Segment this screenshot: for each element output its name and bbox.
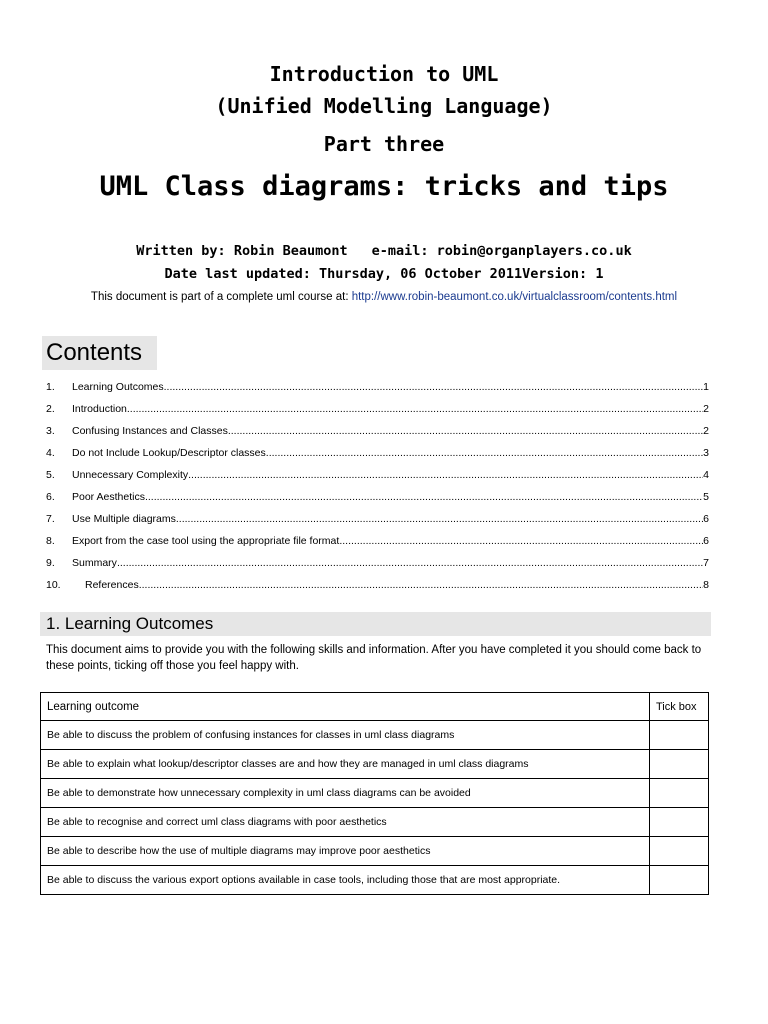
column-header-tick: Tick box (650, 693, 709, 721)
toc-title: Learning Outcomes (72, 381, 164, 393)
tick-box[interactable] (650, 837, 709, 866)
title-part: Part three (323, 132, 445, 156)
author: Written by: Robin Beaumont (136, 243, 348, 259)
toc-number: 4. (46, 447, 55, 459)
toc-page-number: 5 (703, 491, 709, 503)
toc-title: Introduction (72, 403, 127, 415)
toc-leader-dots (145, 486, 703, 508)
learning-outcomes-intro: This document aims to provide you with the following skills and information. After you have completed it you should come back to these points, ticking off those you feel happy with. (46, 644, 702, 672)
author-line (0, 243, 768, 259)
title-line-1: Introduction to UML (269, 62, 499, 86)
toc-number: 10. (46, 579, 61, 591)
learning-outcome-text: Be able to explain what lookup/descriptor classes are and how they are managed in uml class diagrams (41, 750, 650, 779)
contents-heading: Contents (42, 336, 157, 370)
toc-title: Use Multiple diagrams (72, 513, 176, 525)
toc-page-number: 2 (703, 403, 709, 415)
table-row (41, 808, 709, 837)
toc-leader-dots (176, 508, 703, 530)
learning-outcome-text: Be able to demonstrate how unnecessary complexity in uml class diagrams can be avoided (41, 779, 650, 808)
toc-title: Export from the case tool using the appropriate file format (72, 535, 340, 547)
learning-outcomes-heading: 1. Learning Outcomes (40, 612, 711, 636)
toc-page-number: 1 (703, 381, 709, 393)
toc-leader-dots (188, 464, 703, 486)
table-row (41, 837, 709, 866)
toc-page-number: 2 (703, 425, 709, 437)
learning-outcomes-table (40, 692, 709, 895)
toc-page-number: 7 (703, 557, 709, 569)
table-row (41, 750, 709, 779)
toc-title: References (85, 579, 139, 591)
column-header-outcome: Learning outcome (41, 693, 650, 721)
course-prefix: This document is part of a complete uml course at: (90, 291, 352, 303)
toc-page-number: 8 (703, 579, 709, 591)
learning-outcome-text: Be able to discuss the problem of confusing instances for classes in uml class diagrams (41, 721, 650, 750)
toc-entry[interactable] (46, 486, 709, 508)
toc-page-number: 4 (703, 469, 709, 481)
course-line (0, 291, 768, 303)
toc-entry[interactable] (46, 574, 709, 596)
toc-entry[interactable] (46, 442, 709, 464)
toc-leader-dots (127, 398, 703, 420)
toc-entry[interactable] (46, 552, 709, 574)
toc-page-number: 6 (703, 535, 709, 547)
toc-entry[interactable] (46, 508, 709, 530)
toc-page-number: 6 (703, 513, 709, 525)
toc-leader-dots (164, 376, 704, 398)
tick-box[interactable] (650, 779, 709, 808)
toc-entry[interactable] (46, 420, 709, 442)
toc-number: 3. (46, 425, 55, 437)
toc-number: 9. (46, 557, 55, 569)
toc-title: Do not Include Lookup/Descriptor classes (72, 447, 266, 459)
toc-leader-dots (139, 574, 703, 596)
toc-number: 8. (46, 535, 55, 547)
title-line-2: (Unified Modelling Language) (215, 94, 553, 118)
toc-leader-dots (117, 552, 703, 574)
toc-number: 6. (46, 491, 55, 503)
toc-entry[interactable] (46, 464, 709, 486)
tick-box[interactable] (650, 721, 709, 750)
toc-entry[interactable] (46, 376, 709, 398)
tick-box[interactable] (650, 750, 709, 779)
learning-outcome-text: Be able to recognise and correct uml class diagrams with poor aesthetics (41, 808, 650, 837)
tick-box[interactable] (650, 866, 709, 895)
toc-number: 7. (46, 513, 55, 525)
learning-outcome-text: Be able to describe how the use of multiple diagrams may improve poor aesthetics (41, 837, 650, 866)
toc-title: Summary (72, 557, 117, 569)
toc-leader-dots (266, 442, 703, 464)
toc-title: Confusing Instances and Classes (72, 425, 228, 437)
toc-entry[interactable] (46, 398, 709, 420)
learning-outcome-text: Be able to discuss the various export options available in case tools, including those that are most appropriate. (41, 866, 650, 895)
date-line: Date last updated: Thursday, 06 October 2011Version: 1 (164, 266, 604, 282)
table-row (41, 779, 709, 808)
toc-leader-dots (228, 420, 703, 442)
tick-box[interactable] (650, 808, 709, 837)
toc-title: Poor Aesthetics (72, 491, 145, 503)
table-row (41, 866, 709, 895)
table-of-contents (46, 376, 709, 596)
toc-page-number: 3 (703, 447, 709, 459)
email: e-mail: robin@organplayers.co.uk (371, 243, 632, 259)
toc-number: 1. (46, 381, 55, 393)
toc-number: 2. (46, 403, 55, 415)
document-title: UML Class diagrams: tricks and tips (99, 171, 669, 202)
table-row (41, 721, 709, 750)
toc-title: Unnecessary Complexity (72, 469, 189, 481)
toc-number: 5. (46, 469, 55, 481)
toc-entry[interactable] (46, 530, 709, 552)
course-link[interactable]: http://www.robin-beaumont.co.uk/virtualclassroom/contents.html (351, 291, 678, 303)
toc-leader-dots (339, 530, 703, 552)
